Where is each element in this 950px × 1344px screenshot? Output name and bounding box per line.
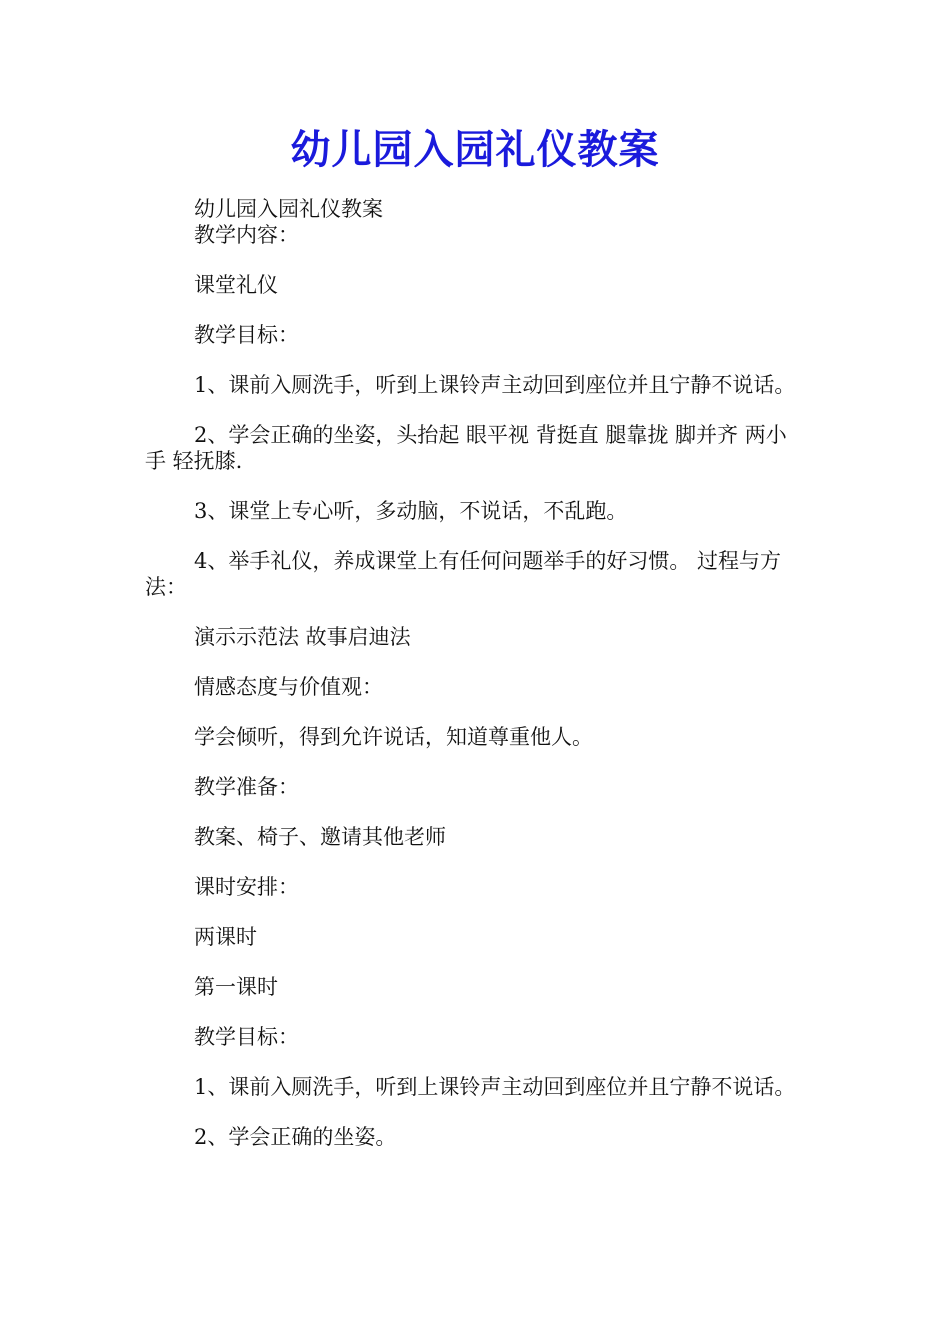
paragraph: 1、课前入厕洗手，听到上课铃声主动回到座位并且宁静不说话。 [194,373,796,397]
paragraph: 学会倾听，得到允许说话，知道尊重他人。 [194,725,593,749]
paragraph: 教学目标： [194,323,299,347]
paragraph-heading: 幼儿园入园礼仪教案 [194,197,383,221]
paragraph: 教学目标： [194,1025,299,1049]
paragraph: 1、课前入厕洗手，听到上课铃声主动回到座位并且宁静不说话。 [194,1075,796,1099]
paragraph: 演示示范法 故事启迪法 [194,625,411,649]
paragraph: 3、课堂上专心听，多动脑，不说话，不乱跑。 [194,499,628,523]
paragraph: 教案、椅子、邀请其他老师 [194,825,446,849]
paragraph: 2、学会正确的坐姿。 [194,1125,397,1149]
paragraph: 教学准备： [194,775,299,799]
paragraph: 课堂礼仪 [194,273,278,297]
paragraph: 两课时 [194,925,257,949]
paragraph: 4、举手礼仪，养成课堂上有任何问题举手的好习惯。 过程与方法： [145,549,782,599]
paragraph: 课时安排： [194,875,299,899]
paragraph: 2、学会正确的坐姿，头抬起 眼平视 背挺直 腿靠拢 脚并齐 两小手 轻抚膝. [145,423,787,473]
paragraph: 教学内容： [194,223,299,247]
document-title: 幼儿园入园礼仪教案 [290,126,660,173]
paragraph: 情感态度与价值观： [194,675,383,699]
paragraph: 第一课时 [194,975,278,999]
document-body [145,196,807,1150]
